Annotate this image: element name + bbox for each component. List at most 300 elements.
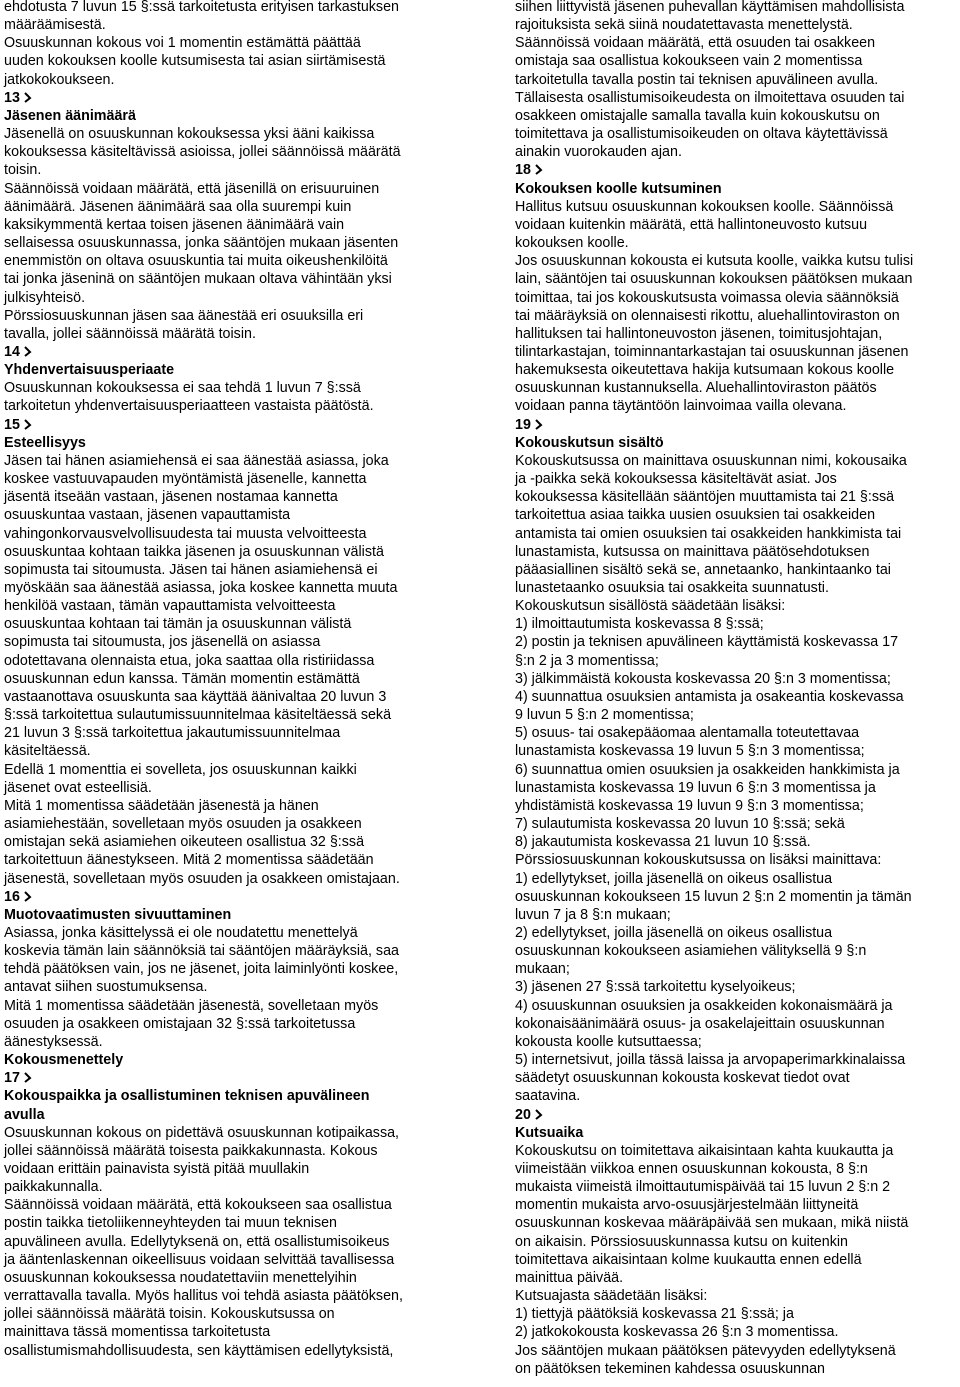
section-number: [4, 416, 450, 434]
text-line: [515, 561, 957, 579]
text-line: [515, 34, 957, 52]
right-line-text: 5) osuus- tai osakepääomaa alentamalla toteutettavaa: [515, 725, 860, 742]
text-line: [515, 888, 957, 906]
text-line: [515, 143, 957, 161]
text-line: [4, 125, 450, 143]
section-number: [4, 89, 450, 107]
text-line: [515, 688, 957, 706]
text-line: [4, 833, 450, 851]
text-line: [515, 1251, 957, 1269]
section-link-icon: [24, 346, 31, 357]
left-line-text: Säännöissä voidaan määrätä, että kokoukseen saa osallistua: [4, 1197, 392, 1214]
section-number: [515, 1106, 957, 1124]
left-line-text: Säännöissä voidaan määrätä, että jäsenillä on erisuuruinen: [4, 180, 380, 197]
text-line: [4, 942, 450, 960]
right-line-text: 3) jälkimmäistä kokousta koskevassa 20 §:n 3 momentissa;: [515, 670, 891, 687]
text-line: [515, 270, 957, 288]
text-line: [515, 815, 957, 833]
right-line-text: lunastamista koskevassa 19 luvun 5 §:n 3 momentissa;: [515, 743, 865, 760]
text-line: [515, 234, 957, 252]
text-line: [4, 797, 450, 815]
left-line-text: antavat siihen suostumuksensa.: [4, 979, 208, 996]
left-line-text: Osuuskunnan kokous on pidettävä osuuskunnan kotipaikassa,: [4, 1124, 400, 1141]
right-line-text: 4) osuuskunnan osuuksien ja osakkeiden kokonaismäärä ja: [515, 997, 893, 1014]
right-line-text: osuuskunnan kokoukseen asiamiehen välityksellä 9 §:n: [515, 943, 867, 960]
text-line: [515, 706, 957, 724]
left-line-text: odotettavana olennaista etua, joka saattaa olla ristiriidassa: [4, 652, 375, 669]
text-line: [4, 470, 450, 488]
text-line: [515, 797, 957, 815]
right-line-text: mainittua päivää.: [515, 1269, 624, 1286]
right-line-text: 2) jatkokokousta koskevassa 26 §:n 3 momentissa.: [515, 1324, 839, 1341]
right-line-text: lunastamista koskevassa 19 luvun 6 §:n 3 momentissa ja: [515, 779, 876, 796]
right-line-text: toimitettava ja osallistumisoikeuden on oltava käytettävissä: [515, 126, 888, 143]
left-line-text: toisin.: [4, 162, 42, 179]
text-line: [515, 1233, 957, 1251]
text-line: [4, 252, 450, 270]
left-line-text: henkilöä vastaan, tämän vapauttamista velvoitteesta: [4, 598, 336, 615]
text-line: [515, 615, 957, 633]
text-line: [4, 924, 450, 942]
right-line-text: 7) sulautumista koskevassa 20 luvun 10 §:ssä; sekä: [515, 816, 845, 833]
text-line: [4, 670, 450, 688]
text-line: [515, 579, 957, 597]
right-line-text: 1) ilmoittautumista koskevassa 8 §:ssä;: [515, 616, 764, 633]
right-line-text: hallituksen tai hallintoneuvoston jäsenen, toimitusjohtajan,: [515, 325, 883, 342]
left-line-text: osuuskuntaa kohtaan tai tämän ja osuuskunnan välistä: [4, 616, 352, 633]
right-line-text: 4) suunnattua osuuksien antamista ja osakeantia koskevassa: [515, 688, 904, 705]
text-line: [4, 870, 450, 888]
text-line: [4, 16, 450, 34]
text-line: [515, 1360, 957, 1378]
left-line-text: verrattavalla tavalla. Myös hallitus voi tehdä asiasta päätöksen,: [4, 1288, 403, 1305]
text-line: [515, 724, 957, 742]
text-line: [515, 488, 957, 506]
left-line-text: Muotovaatimusten sivuuttaminen: [4, 906, 232, 923]
text-line: [515, 216, 957, 234]
left-line-text: apuvälineen avulla. Edellytyksenä on, että osallistumisoikeus: [4, 1233, 390, 1250]
text-line: [4, 1342, 450, 1360]
section-heading: [515, 1124, 957, 1142]
text-line: [515, 1287, 957, 1305]
right-line-text: yhdistämistä koskevassa 19 luvun 9 §:n 3 momentissa;: [515, 797, 864, 814]
text-line: [4, 997, 450, 1015]
section-heading: [4, 906, 450, 924]
right-line-text: tarkoitettua asiaa taikka uusien osuuksien tai osakkeiden: [515, 507, 876, 524]
section-heading: [4, 361, 450, 379]
text-line: [4, 1015, 450, 1033]
text-line: [4, 706, 450, 724]
left-line-text: Edellä 1 momenttia ei sovelleta, jos osuuskunnan kaikki: [4, 761, 357, 778]
text-line: [4, 543, 450, 561]
text-line: [4, 597, 450, 615]
right-line-text: pääasiallinen sisältö sekä se, annetaanko, hankintaanko tai: [515, 561, 891, 578]
right-line-text: Kokouskutsun sisältö: [515, 434, 664, 451]
right-line-text: Hallitus kutsuu osuuskunnan kokouksen koolle. Säännöissä: [515, 198, 894, 215]
right-line-text: 2) edellytykset, joilla jäsenellä on oikeus osallistua: [515, 924, 833, 941]
text-line: [4, 52, 450, 70]
right-line-text: kokonaisäänimäärä osuus- ja osakelajeittain osuuskunnan: [515, 1015, 885, 1032]
right-line-text: 6) suunnattua omien osuuksien ja osakkeiden hankkimista ja: [515, 761, 900, 778]
left-line-text: koskee vastuuvapauden myöntämistä jäsenelle, kannetta: [4, 471, 367, 488]
section-heading: [515, 180, 957, 198]
left-line-text: jollei säännöissä määrätä toisin. Kokouskutsussa on: [4, 1306, 335, 1323]
right-line-text: Jos sääntöjen mukaan päätöksen pätevyyden edellytyksenä: [515, 1342, 896, 1359]
text-line: [515, 16, 957, 34]
text-line: [4, 525, 450, 543]
right-line-text: 2) postin ja teknisen apuvälineen käyttämistä koskevassa 17: [515, 634, 899, 651]
right-line-text: momentin mukaista arvo-osuusjärjestelmään liittyneitä: [515, 1197, 859, 1214]
left-line-text: kokouksessa käsiteltävissä asioissa, jollei säännöissä määrätä: [4, 144, 401, 161]
section-link-icon: [24, 419, 31, 430]
right-line-text: lunastetaanko osuuksia tai osakkeita suunnatusti.: [515, 580, 829, 596]
right-line-text: voidaan panna täytäntöön lainvoimaa vailla olevana.: [515, 398, 847, 415]
text-line: [4, 724, 450, 742]
left-line-text: Pörssiosuuskunnan jäsen saa äänestää eri osuuksilla eri: [4, 307, 364, 324]
left-line-text: äänimäärä. Jäsenen äänimäärä saa olla suurempi kuin: [4, 198, 352, 215]
text-line: [515, 1069, 957, 1087]
right-line-text: osuuskunnan koskevaa määräpäivää sen mukaan, mikä niistä: [515, 1215, 909, 1232]
text-line: [515, 107, 957, 125]
text-line: [4, 325, 450, 343]
right-line-text: luvun 7 ja 8 §:n mukaan;: [515, 906, 671, 923]
left-line-text: julkisyhteisö.: [4, 289, 86, 306]
text-line: [4, 289, 450, 307]
left-line-text: osuuden ja osakkeen omistajaan 32 §:ssä tarkoitetussa: [4, 1015, 356, 1032]
text-line: [515, 960, 957, 978]
text-line: [515, 942, 957, 960]
section-link-icon: [24, 92, 31, 103]
text-line: [515, 1160, 957, 1178]
left-line-text: Jäsenellä on osuuskunnan kokouksessa yksi ääni kaikissa: [4, 126, 375, 143]
text-line: [515, 289, 957, 307]
text-line: [515, 652, 957, 670]
left-line-text: jäsenet ovat esteellisiä.: [4, 779, 152, 796]
right-line-text: toimitettava aikaisintaan kolme kuukautta ennen edellä: [515, 1251, 862, 1268]
text-line: [515, 1142, 957, 1160]
text-line: [515, 906, 957, 924]
text-line: [515, 1087, 957, 1105]
text-line: [515, 379, 957, 397]
left-line-text: tarkoitetun yhdenvertaisuusperiaatteen vastaista päätöstä.: [4, 398, 374, 415]
right-line-text: kokouksen koolle.: [515, 235, 629, 252]
right-line-text: mukaista viimeistä ilmoittautumispäivää tai 15 luvun 2 §:n 2: [515, 1179, 891, 1196]
text-line: [515, 1178, 957, 1196]
left-line-text: jäsenestä, sovelletaan myös osuuden ja osakkeen omistajaan.: [4, 870, 400, 887]
text-line: [4, 815, 450, 833]
right-line-text: 18: [515, 162, 531, 179]
left-line-text: Kokousmenettely: [4, 1052, 124, 1069]
text-line: [4, 143, 450, 161]
left-line-text: Mitä 1 momentissa säädetään jäsenestä ja hänen: [4, 797, 319, 814]
text-line: [515, 851, 957, 869]
section-link-icon: [24, 891, 31, 902]
text-line: [515, 761, 957, 779]
text-line: [4, 1196, 450, 1214]
right-line-text: tai määräyksiä on olennaisesti rikottu, aluehallintoviraston on: [515, 307, 900, 324]
right-line-text: 3) jäsenen 27 §:ssä tarkoitettu kyselyoikeus;: [515, 979, 796, 996]
left-line-text: Kokouspaikka ja osallistuminen teknisen apuvälineen: [4, 1088, 370, 1105]
right-line-text: on päätöksen tekeminen kahdessa osuuskunnan: [515, 1360, 825, 1377]
right-line-text: lain, sääntöjen tai osuuskunnan kokouksen päätöksen mukaan: [515, 271, 913, 288]
right-line-text: omistaja saa osallistua kokoukseen vain 2 momentissa: [515, 53, 863, 70]
right-line-text: antamista tai omien osuuksien tai osakkeiden hankkimista tai: [515, 525, 902, 542]
left-line-text: sellaisessa osuuskunnassa, jonka sääntöjen mukaan jäsenten: [4, 235, 399, 252]
left-line-text: koskevia tämän lain säännöksiä tai sääntöjen määräyksiä, saa: [4, 943, 399, 960]
text-line: [515, 1323, 957, 1341]
right-line-text: 1) tiettyjä päätöksiä koskevassa 21 §:ssä; ja: [515, 1306, 794, 1323]
right-line-text: on aikaisin. Pörssiosuuskunnassa kutsu on kuitenkin: [515, 1233, 848, 1250]
right-line-text: Tällaisesta osallistumisoikeudesta on ilmoitettava osuuden tai: [515, 89, 905, 106]
text-line: [515, 470, 957, 488]
left-line-text: määräämisestä.: [4, 17, 106, 34]
right-line-text: 5) internetsivut, joilla tässä laissa ja arvopaperimarkkinalaissa: [515, 1052, 906, 1069]
text-line: [515, 997, 957, 1015]
section-link-icon: [535, 419, 542, 430]
text-line: [4, 960, 450, 978]
text-line: [4, 1033, 450, 1051]
text-line: [4, 1160, 450, 1178]
section-number: [4, 1069, 450, 1087]
text-line: [4, 978, 450, 996]
section-heading: [4, 1051, 450, 1069]
text-line: [515, 506, 957, 524]
left-line-text: omistajan sekä asiamiehen oikeuteen osallistua 32 §:ssä: [4, 834, 365, 851]
text-line: [515, 1015, 957, 1033]
left-line-text: osallistumismahdollisuudesta, sen käyttämisen edellytyksistä,: [4, 1342, 394, 1359]
text-line: [4, 1269, 450, 1287]
left-text-column: [4, 0, 450, 1360]
right-line-text: Kokouskutsu on toimitettava aikaisintaan kahta kuukautta ja: [515, 1142, 894, 1159]
right-line-text: 20: [515, 1106, 531, 1123]
text-line: [515, 452, 957, 470]
left-line-text: uuden kokouksen koolle kutsumisesta tai asian siirtämisestä: [4, 53, 386, 70]
left-line-text: sopimusta tai sitoumusta. Jäsen tai hänen asiamiehensä ei: [4, 561, 378, 578]
text-line: [4, 307, 450, 325]
right-line-text: toimittaa, tai jos kokouskutsusta voimassa olevia säännöksiä: [515, 289, 899, 306]
left-line-text: 16: [4, 888, 20, 905]
text-line: [4, 1124, 450, 1142]
right-line-text: osakkeen omistajalle samalla tavalla kuin kokouskutsu on: [515, 107, 880, 124]
left-line-text: ehdotusta 7 luvun 15 §:ssä tarkoitetusta erityisen tarkastuksen: [4, 0, 399, 15]
left-line-text: postin taikka tietoliikenneyhteyden tai muun teknisen: [4, 1215, 338, 1232]
left-line-text: asiamiehestään, sovelletaan myös osuuden ja osakkeen: [4, 816, 362, 833]
text-line: [515, 742, 957, 760]
right-line-text: Kutsuaika: [515, 1124, 584, 1141]
text-line: [4, 652, 450, 670]
text-line: [515, 1305, 957, 1323]
text-line: [515, 670, 957, 688]
section-heading: [4, 107, 450, 125]
left-line-text: paikkakunnalla.: [4, 1179, 103, 1196]
text-line: [4, 397, 450, 415]
text-line: [515, 525, 957, 543]
right-line-text: §:n 2 ja 3 momentissa;: [515, 652, 659, 669]
right-line-text: ainakin vuorokauden ajan.: [515, 144, 682, 161]
text-line: [4, 761, 450, 779]
section-number: [4, 343, 450, 361]
text-line: [4, 688, 450, 706]
left-line-text: jatkokokoukseen.: [4, 71, 115, 88]
text-line: [515, 89, 957, 107]
right-line-text: saatavina.: [515, 1088, 581, 1105]
text-line: [4, 234, 450, 252]
right-line-text: Pörssiosuuskunnan kokouskutsussa on lisäksi mainittava:: [515, 852, 882, 869]
section-number: [4, 888, 450, 906]
left-line-text: mainittava tässä momentissa tarkoitetusta: [4, 1324, 271, 1341]
right-line-text: osuuskunnan kustannuksella. Aluehallintoviraston päätös: [515, 380, 877, 397]
text-line: [515, 343, 957, 361]
left-line-text: Osuuskunnan kokouksessa ei saa tehdä 1 luvun 7 §:ssä: [4, 380, 361, 397]
right-line-text: voidaan kuitenkin määrätä, että hallintoneuvosto kutsuu: [515, 216, 868, 233]
text-line: [4, 1305, 450, 1323]
text-line: [515, 543, 957, 561]
left-line-text: Asiassa, jonka käsittelyssä ei ole noudatettu menettelyä: [4, 924, 358, 941]
text-line: [515, 125, 957, 143]
text-line: [4, 506, 450, 524]
right-line-text: ja -paikka sekä kokouksessa käsiteltävät asiat. Jos: [515, 471, 837, 488]
text-line: [515, 252, 957, 270]
text-line: [515, 1033, 957, 1051]
text-line: [4, 615, 450, 633]
left-line-text: 14: [4, 343, 20, 360]
left-line-text: tai jonka jäseninä on sääntöjen mukaan oltava vähintään yksi: [4, 271, 392, 288]
text-line: [4, 198, 450, 216]
left-line-text: 17: [4, 1070, 20, 1087]
text-line: [4, 379, 450, 397]
text-line: [4, 161, 450, 179]
text-line: [4, 579, 450, 597]
section-heading: [515, 434, 957, 452]
right-line-text: 9 luvun 5 §:n 2 momentissa;: [515, 707, 694, 724]
text-line: [515, 325, 957, 343]
text-line: [515, 307, 957, 325]
left-line-text: myöskään saa äänestää asiassa, joka koskee kannetta muuta: [4, 580, 398, 596]
text-line: [4, 216, 450, 234]
right-line-text: Kokouskutsussa on mainittava osuuskunnan nimi, kokousaika: [515, 452, 907, 469]
right-line-text: Kutsuajasta säädetään lisäksi:: [515, 1288, 708, 1305]
section-number: [515, 161, 957, 179]
text-line: [4, 561, 450, 579]
left-line-text: osuuskuntaa vastaan, jäsenen vapauttamista: [4, 507, 291, 524]
text-line: [515, 198, 957, 216]
left-line-text: sopimusta tai sitoumusta, jos jäsenellä on asiassa: [4, 634, 321, 651]
text-line: [4, 1287, 450, 1305]
text-line: [515, 633, 957, 651]
right-line-text: kokousta koolle kutsuttaessa;: [515, 1033, 702, 1050]
text-line: [4, 0, 450, 16]
left-line-text: 21 luvun 3 §:ssä tarkoitettua jakautumissuunnitelmaa: [4, 725, 341, 742]
text-line: [515, 1342, 957, 1360]
text-line: [4, 1214, 450, 1232]
text-line: [515, 779, 957, 797]
text-line: [4, 1323, 450, 1341]
right-line-text: 8) jakautumista koskevassa 21 luvun 10 §:ssä.: [515, 834, 811, 851]
left-line-text: käsiteltäessä.: [4, 743, 91, 760]
text-line: [515, 1269, 957, 1287]
text-line: [4, 270, 450, 288]
left-line-text: ja ääntenlaskennan oikeellisuus voidaan selvittää tavallisessa: [4, 1251, 395, 1268]
right-line-text: mukaan;: [515, 961, 570, 978]
right-line-text: Jos osuuskunnan kokousta ei kutsuta koolle, vaikka kutsu tulisi: [515, 253, 914, 270]
right-line-text: hakemuksesta oikeutettava hakija kutsumaan kokous koolle: [515, 362, 895, 379]
section-heading: [4, 1087, 450, 1105]
section-number: [515, 416, 957, 434]
text-line: [4, 180, 450, 198]
text-line: [515, 1214, 957, 1232]
left-line-text: vastaanottava osuuskunta saa käyttää äänivaltaa 20 luvun 3: [4, 688, 387, 705]
right-line-text: säädetyt osuuskunnan kokousta koskevat tiedot ovat: [515, 1070, 850, 1087]
text-line: [4, 1142, 450, 1160]
left-line-text: avulla: [4, 1106, 45, 1123]
right-line-text: viimeistään viikkoa ennen osuuskunnan kokousta, 8 §:n: [515, 1161, 868, 1177]
text-line: [515, 924, 957, 942]
left-line-text: Mitä 1 momentissa säädetään jäsenestä, sovelletaan myös: [4, 997, 379, 1014]
text-line: [515, 361, 957, 379]
text-line: [515, 71, 957, 89]
left-line-text: tarkoitettuun äänestykseen. Mitä 2 momentissa säädetään: [4, 852, 374, 869]
text-line: [515, 870, 957, 888]
right-line-text: Kokouksen koolle kutsuminen: [515, 180, 722, 197]
section-link-icon: [535, 164, 542, 175]
text-line: [515, 52, 957, 70]
right-text-column: [515, 0, 957, 1378]
section-heading: [4, 434, 450, 452]
left-line-text: vahingonkorvausvelvollisuudesta tai muusta velvoitteesta: [4, 525, 367, 542]
right-line-text: Kokouskutsun sisällöstä säädetään lisäksi:: [515, 598, 786, 615]
text-line: [4, 633, 450, 651]
left-line-text: Jäsen tai hänen asiamiehensä ei saa äänestää asiassa, joka: [4, 452, 389, 469]
text-line: [4, 851, 450, 869]
text-line: [4, 71, 450, 89]
left-line-text: voidaan erittäin painavista syistä pitää muullakin: [4, 1161, 310, 1177]
right-line-text: rajoituksista sekä siinä noudatettavasta menettelystä.: [515, 17, 853, 34]
right-line-text: tarkoitetulla tavalla postin tai teknisen apuvälineen avulla.: [515, 71, 879, 88]
text-line: [4, 34, 450, 52]
right-line-text: siihen liittyvistä jäsenen puhevallan käyttämisen mahdollisista: [515, 0, 905, 15]
text-line: [4, 488, 450, 506]
left-line-text: osuuskunnan kokouksessa noudatettaviin menettelyihin: [4, 1269, 357, 1286]
left-line-text: äänestyksessä.: [4, 1033, 103, 1050]
left-line-text: tehdä päätöksen vain, jos ne jäsenet, joita laiminlyönti koskee,: [4, 961, 399, 978]
text-line: [4, 1251, 450, 1269]
right-line-text: Säännöissä voidaan määrätä, että osuuden tai osakkeen: [515, 35, 876, 52]
left-line-text: 15: [4, 416, 20, 433]
right-line-text: tilintarkastajan, toiminnantarkastajan tai osuuskunnan jäsenen: [515, 343, 909, 360]
left-line-text: tavalla, jollei säännöissä määrätä toisin.: [4, 325, 256, 342]
left-line-text: Jäsenen äänimäärä: [4, 107, 136, 124]
section-link-icon: [535, 1109, 542, 1120]
left-line-text: osuuskunnan edun kanssa. Tämän momentin estämättä: [4, 670, 360, 687]
text-line: [4, 742, 450, 760]
text-line: [515, 0, 957, 16]
right-line-text: lunastamista, kutsussa on mainittava päätösehdotuksen: [515, 543, 870, 560]
text-line: [4, 1233, 450, 1251]
left-line-text: osuuskuntaa kohtaan taikka jäsenen ja osuuskunnan välistä: [4, 543, 384, 560]
left-line-text: Yhdenvertaisuusperiaate: [4, 362, 175, 379]
text-line: [4, 779, 450, 797]
left-line-text: Esteellisyys: [4, 434, 86, 451]
section-heading: [4, 1106, 450, 1124]
left-line-text: jäsentä itseään vastaan, jäsenen nostamaa kannetta: [4, 489, 338, 506]
left-line-text: 13: [4, 89, 20, 106]
right-line-text: 1) edellytykset, joilla jäsenellä on oikeus osallistua: [515, 870, 833, 887]
right-line-text: 19: [515, 416, 531, 433]
section-link-icon: [24, 1072, 31, 1083]
text-line: [515, 978, 957, 996]
right-line-text: osuuskunnan kokoukseen 15 luvun 2 §:n 2 momentin ja tämän: [515, 888, 912, 905]
left-line-text: Osuuskunnan kokous voi 1 momentin estämättä päättää: [4, 35, 361, 52]
